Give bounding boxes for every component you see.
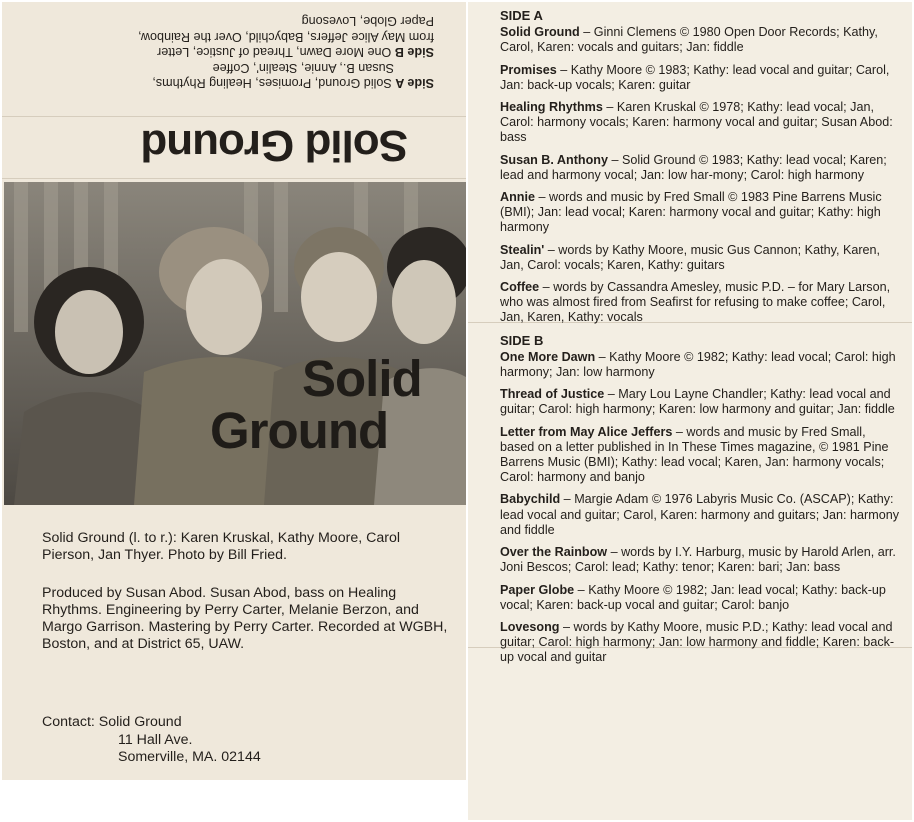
spine-track-list bbox=[24, 13, 434, 90]
track-entry bbox=[500, 350, 900, 380]
track-title: Thread of Justice bbox=[500, 387, 605, 402]
spine-side-a-label: Side A bbox=[395, 76, 434, 90]
track-title: Babychild bbox=[500, 492, 561, 507]
track-credit: – Mary Lou Layne Chandler; Kathy: lead vocal and guitar; Carol: high harmony; Karen: low harmony and guitar; Jan: fiddle bbox=[500, 387, 895, 417]
side-b-tracks bbox=[500, 350, 900, 666]
contact-label: Contact: Solid Ground bbox=[42, 714, 182, 730]
side-a-heading: SIDE A bbox=[500, 8, 543, 23]
cover-title-word2: Ground bbox=[210, 402, 389, 459]
track-title: One More Dawn bbox=[500, 349, 596, 364]
track-credit: – Kathy Moore © 1982; Kathy: lead vocal; Carol: high harmony; Jan: low harmony bbox=[500, 349, 896, 380]
track-credit: – words by Kathy Moore, music Gus Cannon; Kathy, Karen, Jan, Carol: vocals; Karen, Kathy: guitars bbox=[500, 242, 881, 272]
track-title: Paper Globe bbox=[500, 582, 575, 597]
track-credit: – Margie Adam © 1976 Labyris Music Co. (ASCAP); Kathy: lead vocal and guitar; Carol, Karen: harmony and guitars; Jan: harmony and fiddle bbox=[500, 492, 900, 537]
spine-side-b-label: Side B bbox=[394, 45, 434, 60]
track-title: Over the Rainbow bbox=[500, 545, 608, 560]
side-a-tracks bbox=[500, 25, 900, 325]
track-title: Solid Ground bbox=[500, 25, 580, 40]
track-title: Susan B. Anthony bbox=[500, 152, 608, 167]
contact-block bbox=[42, 714, 261, 767]
track-credit: – words and music by Fred Small © 1983 Pine Barrens Music (BMI); Jan: lead vocal; Karen: harmony vocal and guitar; Kathy: high harmony bbox=[500, 190, 882, 235]
track-credit: – Karen Kruskal © 1978; Kathy: lead vocal; Jan, Carol: harmony vocals; Karen: harmony vocal and guitar; Susan Abod: bass bbox=[500, 100, 893, 145]
contact-city: Somerville, MA. 02144 bbox=[118, 749, 261, 765]
insert-front-panel bbox=[2, 2, 466, 780]
track-entry bbox=[500, 583, 900, 613]
track-credit: – words and music by Fred Small, based on a letter published in In These Times magazine, © 1981 Pine Barrens Music (BMI); Kathy: lead vocal; Karen, Jan: harmony vocals; Carol: harmony and banjo bbox=[500, 424, 889, 485]
track-credit: – words by Cassandra Amesley, music P.D. – for Mary Larson, who was almost fired from Seafirst for refusing to make coffee; Carol, Jan, Karen, Kathy: vocals bbox=[500, 280, 891, 325]
track-entry bbox=[500, 25, 900, 55]
track-entry bbox=[500, 492, 900, 538]
track-title: Annie bbox=[500, 190, 535, 205]
contact-street: 11 Hall Ave. bbox=[118, 731, 193, 748]
track-entry bbox=[500, 63, 900, 93]
track-entry bbox=[500, 545, 900, 575]
photo-caption: Solid Ground (l. to r.): Karen Kruskal, Kathy Moore, Carol Pierson, Jan Thyer. Photo by Bill Fried. bbox=[42, 530, 400, 563]
spine-upside-down bbox=[2, 2, 466, 180]
track-entry bbox=[500, 100, 900, 146]
track-entry bbox=[500, 280, 900, 326]
track-title: Stealin' bbox=[500, 242, 545, 257]
track-credit: – Ginni Clemens © 1980 Open Door Records; Kathy, Carol, Karen: vocals and guitars; Jan: fiddle bbox=[500, 25, 878, 55]
track-title: Healing Rhythms bbox=[500, 100, 603, 115]
track-credit: – Solid Ground © 1983; Kathy: lead vocal; Karen; lead and harmony vocal; Jan: low har-mony; Carol: high harmony bbox=[500, 152, 887, 182]
track-title: Lovesong bbox=[500, 619, 560, 634]
cover-title-word1: Solid bbox=[302, 350, 422, 407]
track-title: Promises bbox=[500, 62, 557, 77]
track-entry bbox=[500, 190, 900, 236]
track-credit: – words by Kathy Moore, music P.D.; Kathy: lead vocal and guitar; Carol: high harmony; Jan: low harmony and fiddle; Karen: back-up vocal and guitar bbox=[500, 619, 895, 665]
track-entry bbox=[500, 387, 900, 417]
spine-title: Solid Ground bbox=[141, 121, 408, 170]
track-title: Coffee bbox=[500, 280, 540, 295]
track-credit: – Kathy Moore © 1982; Jan: lead vocal; Kathy: back-up vocal; Karen: back-up vocal and guitar; Carol: banjo bbox=[500, 582, 886, 612]
spine-line: from May Alice Jeffers, Babychild, Over the Rainbow, bbox=[138, 29, 434, 44]
track-entry bbox=[500, 425, 900, 486]
track-entry bbox=[500, 620, 900, 666]
track-credit: – Kathy Moore © 1983; Kathy: lead vocal and guitar; Carol, Jan: back-up vocals; Karen: guitar bbox=[500, 62, 890, 92]
spine-line: Solid Ground, Promises, Healing Rhythms, bbox=[152, 76, 392, 90]
track-entry bbox=[500, 243, 900, 273]
track-listing bbox=[500, 8, 900, 673]
spine-line: Paper Globe, Lovesong bbox=[301, 14, 434, 29]
track-entry bbox=[500, 153, 900, 183]
track-credit: – words by I.Y. Harburg, music by Harold Arlen, arr. Joni Bescos; Carol: lead; Kathy: tenor; Karen: bari; Jan: bass bbox=[500, 545, 896, 575]
insert-track-panel bbox=[468, 2, 912, 820]
side-b-heading: SIDE B bbox=[500, 332, 544, 348]
spine-line: One More Dawn, Thread of Justice, Letter bbox=[157, 45, 392, 60]
liner-notes bbox=[42, 530, 452, 674]
band-photo bbox=[4, 182, 466, 505]
production-credits: Produced by Susan Abod. Susan Abod, bass on Healing Rhythms. Engineering by Perry Carter, Melanie Berzon, and Margo Garrison. Mastering by Perry Carter. Recorded at WGBH, Boston, and at District 65, UAW. bbox=[42, 585, 448, 652]
track-title: Letter from May Alice Jeffers bbox=[500, 424, 673, 439]
spine-line: Susan B., Annie, Stealin', Coffee bbox=[212, 60, 394, 75]
